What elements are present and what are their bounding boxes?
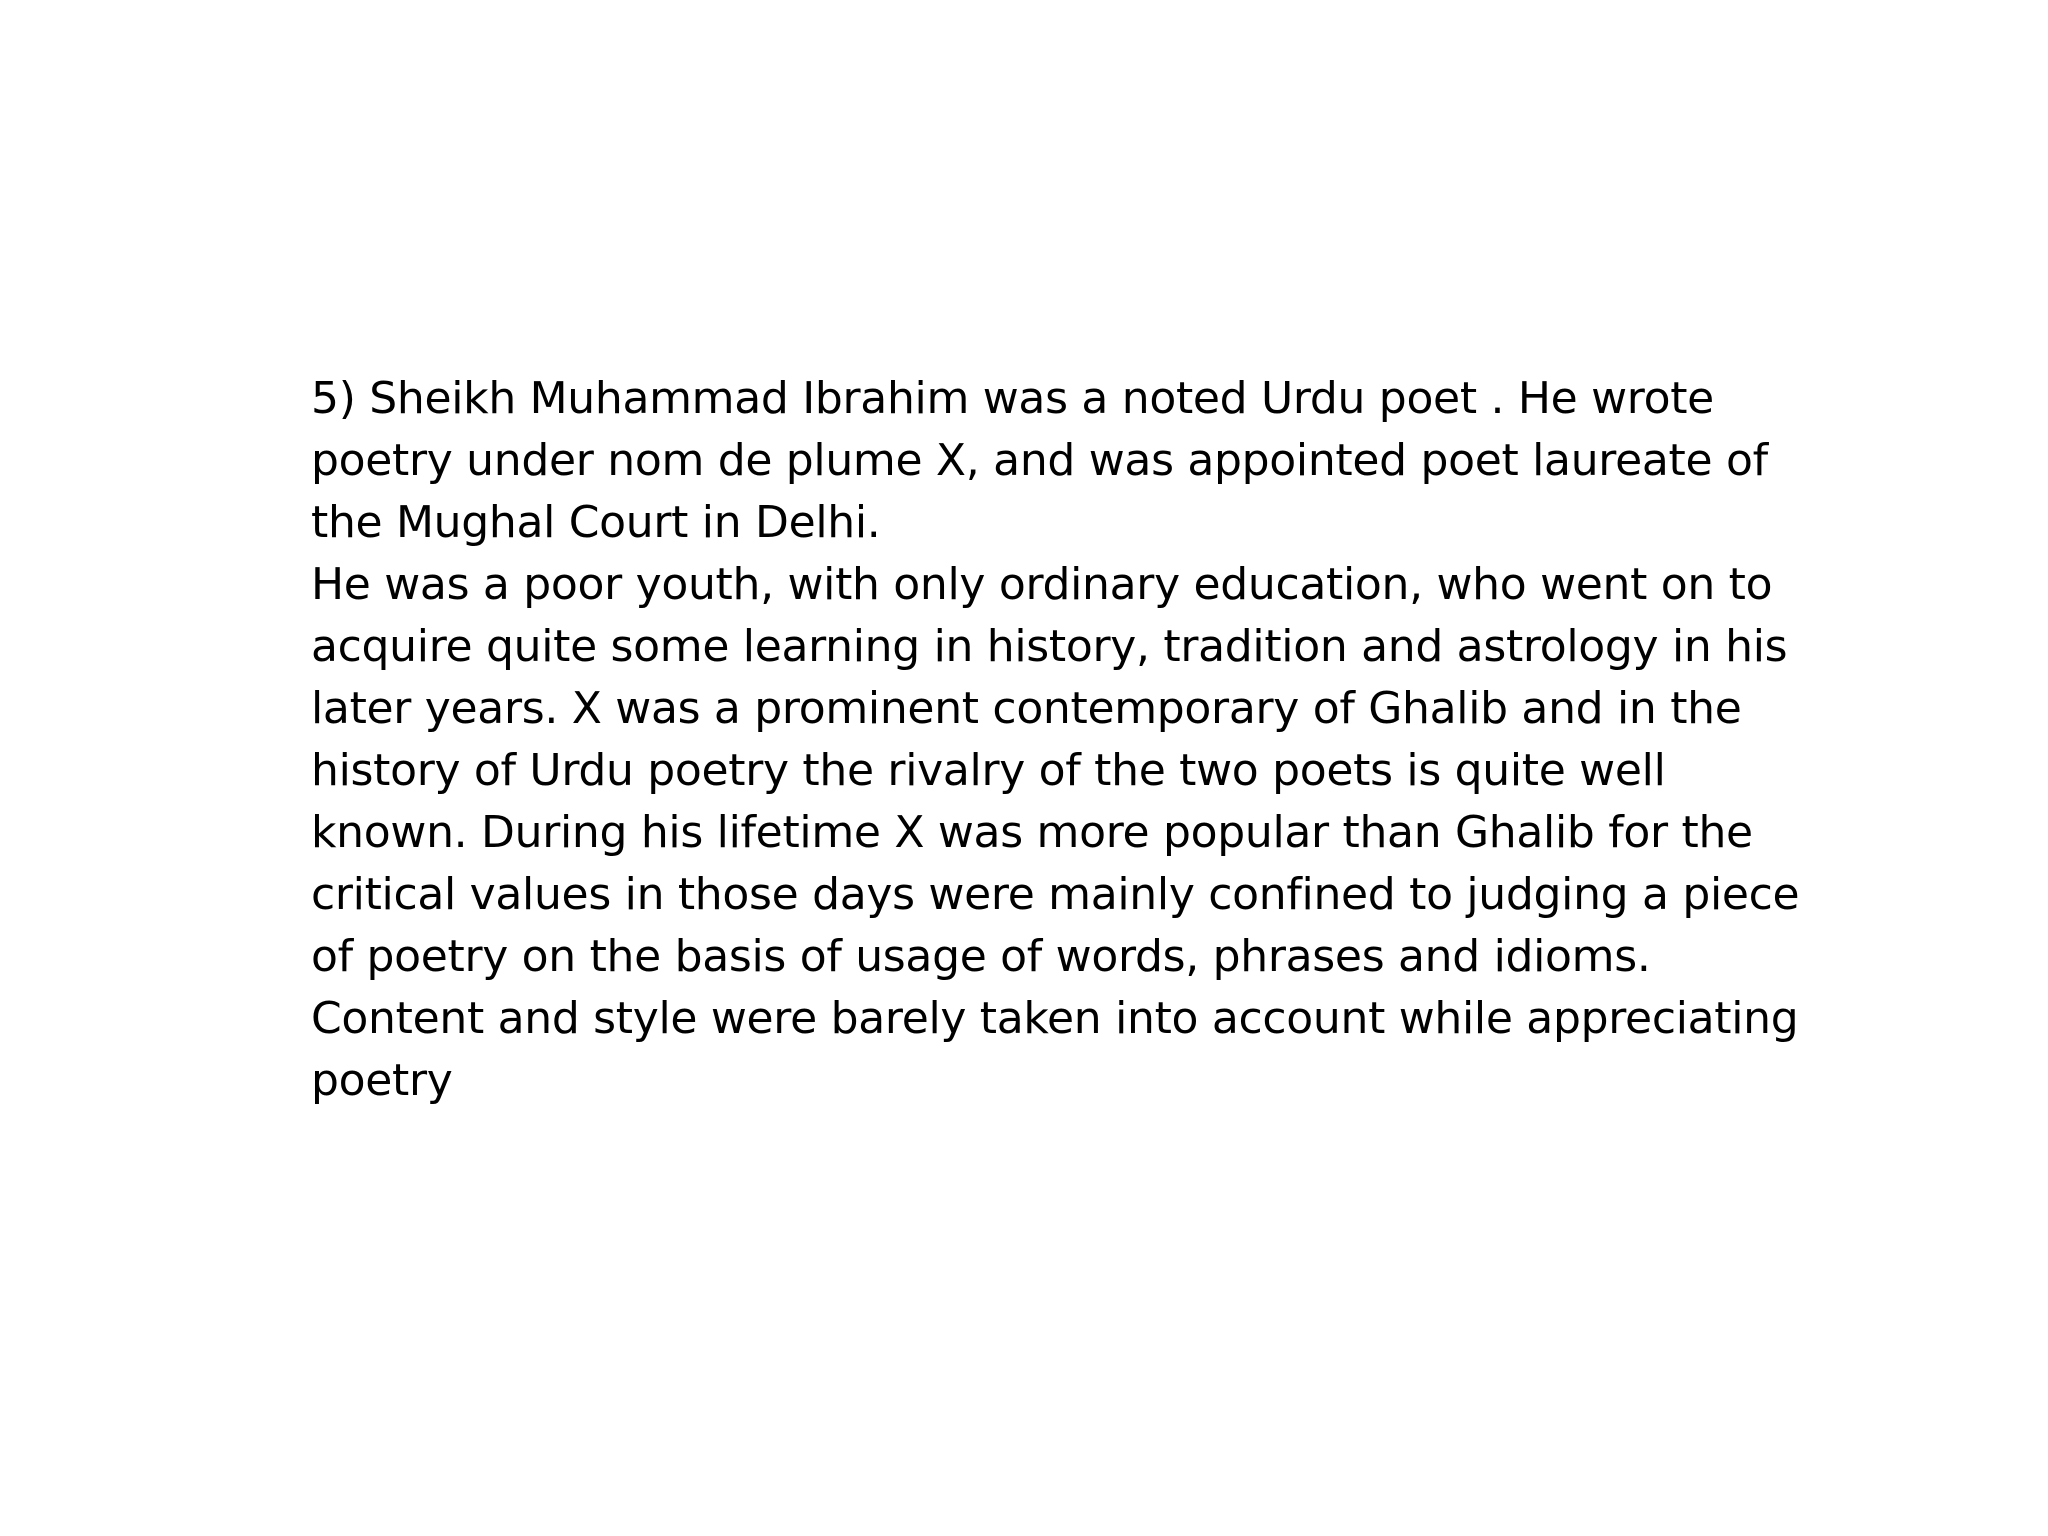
text-line: Content and style were barely taken into account while appreciating <box>311 993 1799 1044</box>
text-line: history of Urdu poetry the rivalry of the two poets is quite well <box>311 745 1666 796</box>
text-line: known. During his lifetime X was more popular than Ghalib for the <box>311 807 1753 858</box>
question-text <box>311 368 1800 1112</box>
text-line: poetry <box>311 1055 453 1106</box>
text-line: 5) Sheikh Muhammad Ibrahim was a noted Urdu poet . He wrote <box>311 373 1714 424</box>
text-line: of poetry on the basis of usage of words, phrases and idioms. <box>311 931 1651 982</box>
text-line: the Mughal Court in Delhi. <box>311 497 881 548</box>
text-line: critical values in those days were mainly confined to judging a piece <box>311 869 1800 920</box>
text-line: poetry under nom de plume X, and was appointed poet laureate of <box>311 435 1768 486</box>
text-line: later years. X was a prominent contemporary of Ghalib and in the <box>311 683 1742 734</box>
text-line: He was a poor youth, with only ordinary education, who went on to <box>311 559 1773 610</box>
text-line: acquire quite some learning in history, tradition and astrology in his <box>311 621 1788 672</box>
